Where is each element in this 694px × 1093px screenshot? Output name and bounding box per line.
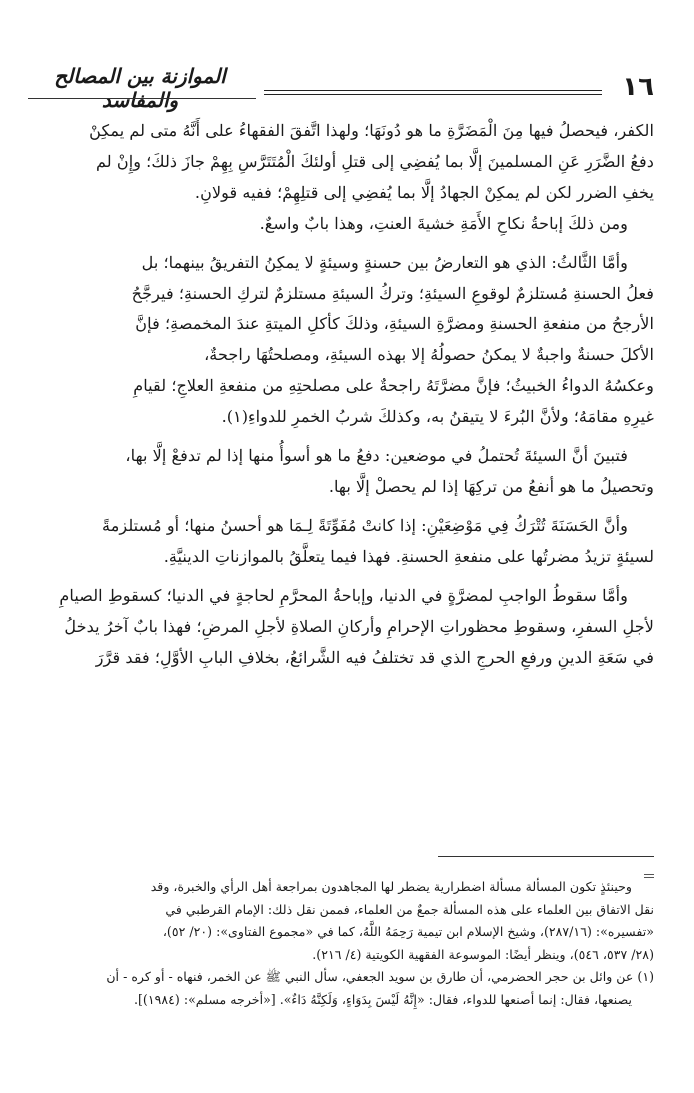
page-number: ١٦ bbox=[622, 72, 654, 102]
footnote-separator bbox=[438, 856, 654, 857]
text-line: وأمَّا سقوطُ الواجبِ لمضرَّةٍ في الدنيا، وإباحةُ المحرَّمِ لحاجةٍ في الدنيا؛ كسقوطِ الصيامِ bbox=[59, 585, 628, 605]
text-line: وتحصيلُ ما هو أنفعُ من تركِهَا إذا لم يحصلْ إلَّا بها. bbox=[328, 476, 654, 496]
text-line: يخفِ الضرر لكن لم يمكِنْ الجهادُ إلَّا بما يُفضِي إلى قتلِهِمْ؛ ففيه قولانِ. bbox=[194, 182, 654, 202]
text-line: وعكسُهُ الدواءُ الخبيثُ؛ فإنَّ مضرَّتَهُ راجحةٌ على مصلحتِهِ من منفعةِ العلاجِ؛ لقيامِ bbox=[133, 376, 654, 396]
footnote-line: «تفسيره»: (٢٨٧/١٦)، وشيخ الإسلام ابن تيمية رَحِمَهُ اللَّهُ، كما في «مجموع الفتاوى»: (٢٠/ ٥٢)، bbox=[162, 924, 654, 940]
text-line: الأرجحُ من منفعةِ الحسنةِ ومضرَّةِ السيئةِ، وذلكَ كأكلِ الميتةِ عندَ المخمصةِ؛ فإنَّ bbox=[135, 314, 654, 334]
paragraph-gap bbox=[40, 433, 654, 441]
text-line: الكفر، فيحصلُ فيها مِنَ الْمَضَرَّةِ ما هو دُونَهَا؛ ولهذا اتَّفقَ الفقهاءُ على أَنَّهُ متى لم يمكِنْ bbox=[89, 121, 654, 140]
footnote-line: يصنعها، فقال: إنما أصنعها للدواء، فقال: «إِنَّهُ لَيْسَ بِدَوَاءٍ، وَلَكِنَّهُ دَاءٌ». [«أخرجه مسلم»: (١٩٨٤)]. bbox=[134, 991, 632, 1007]
header-rule bbox=[264, 90, 602, 95]
running-title-underline bbox=[28, 98, 256, 99]
text-line: لأجلِ السفرِ، وسقوطِ محظوراتِ الإحرامِ وأركانِ الصلاةِ لأجلِ المرضِ؛ فهذا بابٌ آخرُ يدخلُ bbox=[64, 616, 654, 636]
paragraph-gap bbox=[40, 240, 654, 248]
footnote-line: (٢٨/ ٥٣٧، ٥٤٦)، وينظر أيضًا: الموسوعة الفقهية الكويتية (٤/ ٢١٦). bbox=[312, 946, 654, 962]
footnote-line: وحينئذٍ تكون المسألة مسألة اضطرارية يضطر لها المجاهدون بمراجعة أهل الرأي والخبرة، وقد bbox=[150, 879, 632, 894]
paragraph-gap bbox=[40, 573, 654, 581]
paragraph-gap bbox=[40, 503, 654, 511]
text-line: لسيئةٍ تزيدُ مضرتُها على منفعةِ الحسنةِ. فهذا فيما يتعلَّقُ بالموازناتِ الدينيَّةِ. bbox=[163, 546, 654, 566]
footnote-line: نقل الاتفاق بين العلماء على هذه المسألة جمعٌ من العلماء، فممن نقل ذلك: الإمام القرطبي في bbox=[165, 901, 654, 917]
footnote-line: (١) عن وائل بن حجر الحضرمي، أن طارق بن سويد الجعفي، سأل النبي ﷺ عن الخمر، فنهاه - أو كره - أن bbox=[106, 969, 654, 985]
text-line: وأنَّ الحَسَنَةَ تُتْرَكُ فِي مَوْضِعَيْنِ: إذا كانتْ مُفَوِّتَةً لِـمَا هو أحسنُ منها؛ أو مُستلزمةً bbox=[102, 515, 628, 535]
text-line: في سَعَةِ الدينِ ورفعِ الحرجِ الذي قد تختلفُ فيه الشَّرائعُ، بخلافِ البابِ الأوَّلِ؛ فقد قرَّرَ bbox=[95, 647, 654, 667]
text-line: وأمَّا الثَّالثُ: الذي هو التعارضُ بين حسنةٍ وسيئةٍ لا يمكِنُ التفريقُ بينهما؛ بل bbox=[141, 252, 628, 272]
text-line: ومن ذلكَ إباحةُ نكاحِ الأَمَةِ خشيةَ العنتِ، وهذا بابٌ واسعٌ. bbox=[259, 213, 628, 233]
main-text bbox=[40, 116, 654, 673]
text-line: فتبينَ أنَّ السيئةَ تُحتملُ في موضعين: دفعُ ما هو أسوأُ منها إذا لم تدفعْ إلَّا بها، bbox=[125, 446, 628, 466]
text-line: غيرِهِ مقامَهُ؛ ولأنَّ البُرءَ لا يتيقنُ به، وكذلكَ شربُ الخمرِ للدواءِ(١). bbox=[221, 407, 654, 427]
running-title: الموازنة بين المصالح والمفاسد bbox=[54, 64, 226, 112]
footnotes bbox=[40, 876, 654, 1012]
text-line: الأكلَ حسنةٌ واجبةٌ لا يمكنُ حصولُهُ إلا بهذه السيئةِ، ومصلحتُهَا راجحةٌ، bbox=[204, 345, 654, 365]
text-line: دفعُ الضَّرَرِ عَنِ المسلمينَ إلَّا بما يُفضِي إلى قتلِ أولئكَ الْمُتَتَرَّسِ بِهِمْ جازَ ذلكَ؛ وإِنْ لم bbox=[95, 151, 654, 171]
text-line: فعلُ الحسنةِ مُستلزمٌ لوقوعِ السيئةِ؛ وتركُ السيئةِ مستلزمٌ لتركِ الحسنةِ؛ فيرجَّحُ bbox=[131, 283, 654, 303]
page-header bbox=[22, 58, 654, 112]
